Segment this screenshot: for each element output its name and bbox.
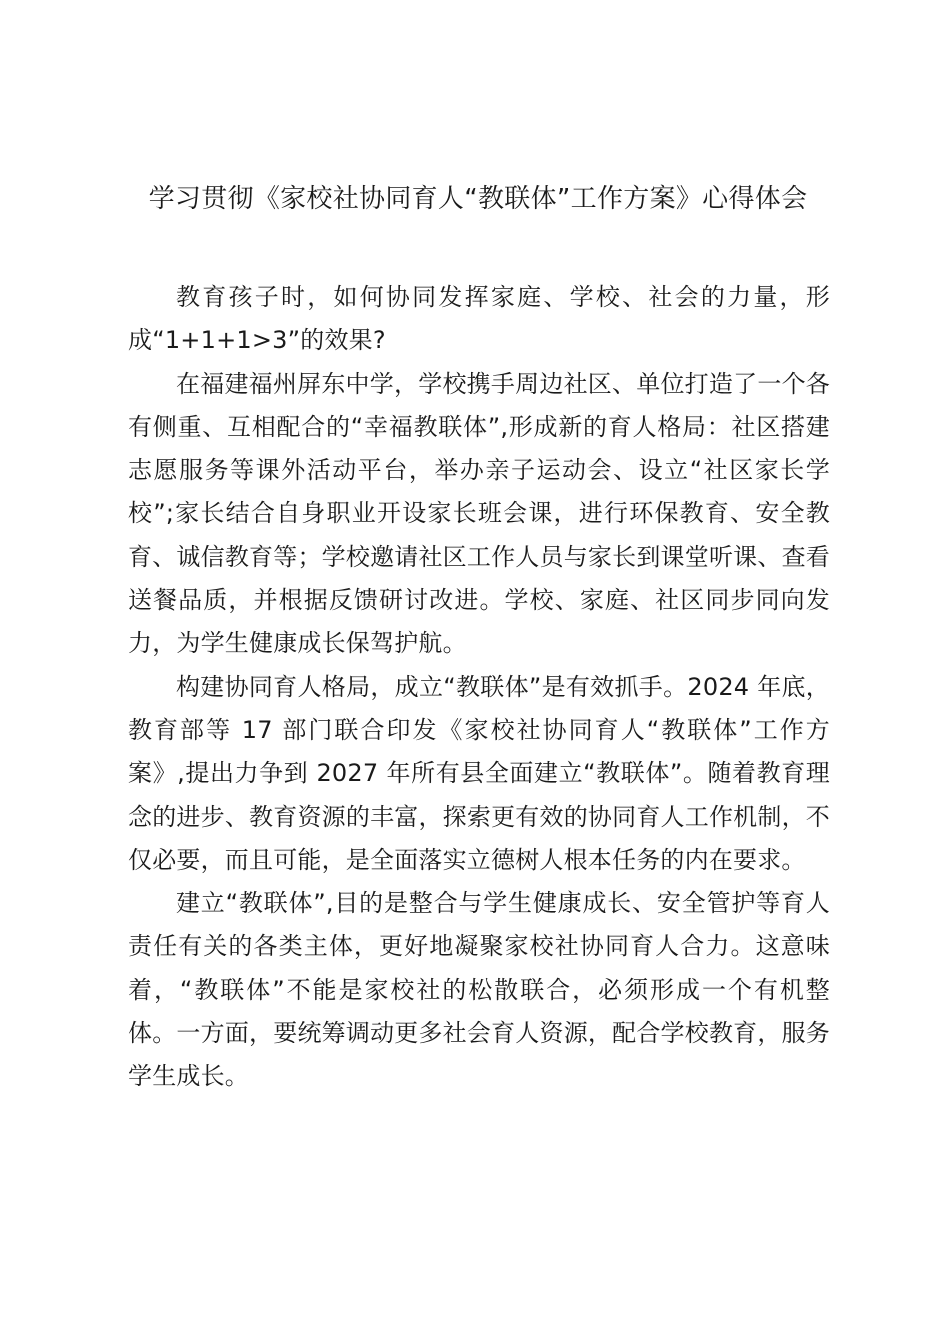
paragraph-3: 构建协同育人格局，成立“教联体”是有效抓手。2024 年底，教育部等 17 部门联合印发《家校社协同育人“教联体”工作方案》,提出力争到 2027 年所有县全面建立“教联体”。随着教育理念的进步、教育资源的丰富，探索更有效的协同育人工作机制，不仅必要，而且可能，是全面落实立德树人根本任务的内在要求。 <box>128 672 830 874</box>
document-body <box>128 276 830 1099</box>
paragraph-2: 在福建福州屏东中学，学校携手周边社区、单位打造了一个各有侧重、互相配合的“幸福教联体”,形成新的育人格局：社区搭建志愿服务等课外活动平台，举办亲子运动会、设立“社区家长学校”;家长结合自身职业开设家长班会课，进行环保教育、安全教育、诚信教育等；学校邀请社区工作人员与家长到课堂听课、查看送餐品质，并根据反馈研讨改进。学校、家庭、社区同步同向发力，为学生健康成长保驾护航。 <box>128 369 830 658</box>
paragraph-1: 教育孩子时，如何协同发挥家庭、学校、社会的力量，形成“1+1+1>3”的效果? <box>128 283 830 355</box>
paragraph-4: 建立“教联体”,目的是整合与学生健康成长、安全管护等育人责任有关的各类主体，更好地凝聚家校社协同育人合力。这意味着，“教联体”不能是家校社的松散联合，必须形成一个有机整体。一方面，要统筹调动更多社会育人资源，配合学校教育，服务学生成长。 <box>128 889 830 1091</box>
document-title: 学习贯彻《家校社协同育人“教联体”工作方案》心得体会 <box>148 184 808 214</box>
